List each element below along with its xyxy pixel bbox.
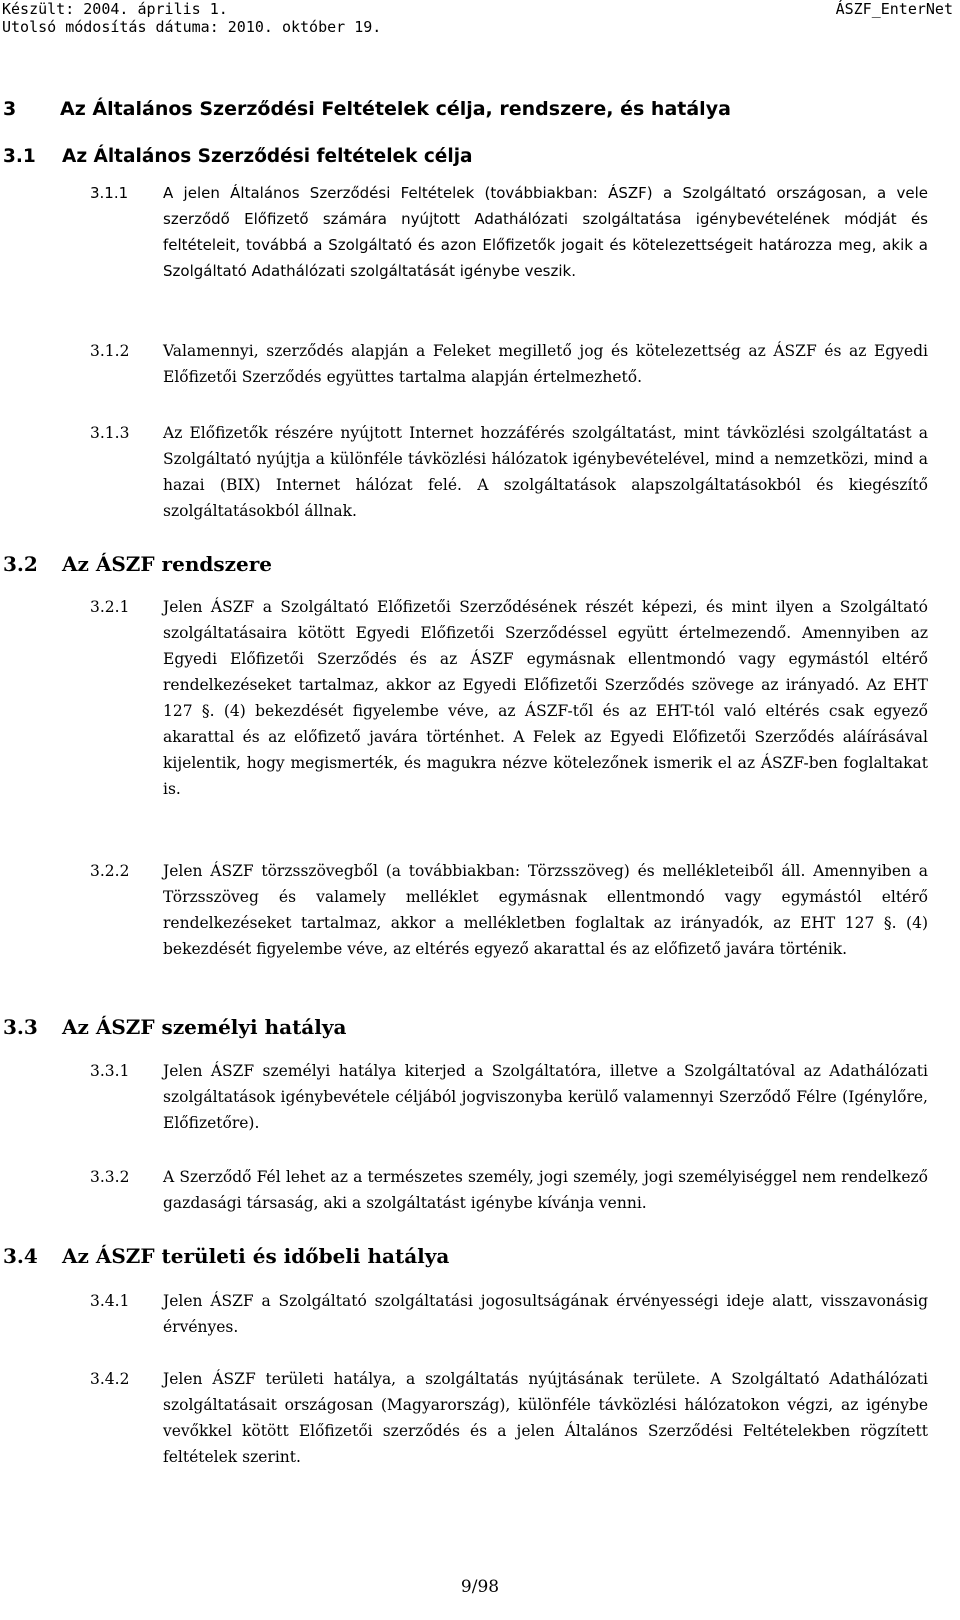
paragraph-3-4-2 bbox=[90, 1366, 928, 1470]
paragraph-number: 3.1.2 bbox=[90, 342, 130, 360]
section-title: Az ÁSZF rendszere bbox=[62, 552, 272, 576]
page-header-left bbox=[2, 0, 381, 36]
paragraph-3-2-1 bbox=[90, 594, 928, 802]
paragraph-text: Jelen ÁSZF a Szolgáltató Előfizetői Szerződésének részét képezi, és mint ilyen a Szolgáltató szolgáltatásaira kötött Egyedi Előfizetői Szerződéssel együtt értelmezendő. Amennyiben az Egyedi Előfizetői Szerződés és az ÁSZF egymásnak ellentmondó vagy egymástól eltérő rendelkezéseket tartalmaz, akkor az Egyedi Előfizetői Szerződés szövege az irányadó. Az EHT 127 §. (4) bekezdését figyelembe véve, az ÁSZF-től és az EHT-tól való eltérés csak egyező akarattal és az előfizető javára történhet. A Felek az Egyedi Előfizetői Szerződés aláírásával kijelentik, hogy megismerték, és magukra nézve kötelezőnek ismerik el az ÁSZF-ben foglaltakat is. bbox=[163, 598, 928, 798]
chapter-number: 3 bbox=[3, 98, 17, 120]
paragraph-number: 3.1.1 bbox=[90, 184, 129, 202]
paragraph-number: 3.2.2 bbox=[90, 862, 130, 880]
chapter-title: Az Általános Szerződési Feltételek célja, rendszere, és hatálya bbox=[60, 98, 731, 120]
paragraph-3-1-1 bbox=[90, 180, 928, 284]
paragraph-number: 3.1.3 bbox=[90, 424, 130, 442]
paragraph-text: Jelen ÁSZF a Szolgáltató szolgáltatási jogosultságának érvényességi ideje alatt, visszavonásig érvényes. bbox=[163, 1292, 928, 1336]
paragraph-text: A Szerződő Fél lehet az a természetes személy, jogi személy, jogi személyiséggel nem rendelkező gazdasági társaság, aki a szolgáltatást igénybe kívánja venni. bbox=[163, 1168, 928, 1212]
paragraph-number: 3.4.2 bbox=[90, 1370, 130, 1388]
paragraph-text: A jelen Általános Szerződési Feltételek (továbbiakban: ÁSZF) a Szolgáltató országosan, a vele szerződő Előfizető számára nyújtott Adathálózati szolgáltatása igénybevételének módját és feltételeit, továbbá a Szolgáltató és azon Előfizetők jogait és kötelezettségeit határozza meg, akik a Szolgáltató Adathálózati szolgáltatását igénybe veszik. bbox=[163, 184, 928, 280]
paragraph-text: Jelen ÁSZF személyi hatálya kiterjed a Szolgáltatóra, illetve a Szolgáltatóval az Adathálózati szolgáltatások igénybevétele céljából jogviszonyba kerülő valamennyi Szerződő Félre (Igénylőre, Előfizetőre). bbox=[163, 1062, 928, 1132]
section-title: Az ÁSZF személyi hatálya bbox=[62, 1015, 347, 1039]
paragraph-3-2-2 bbox=[90, 858, 928, 962]
page-number: 9/98 bbox=[460, 1577, 500, 1597]
paragraph-3-4-1 bbox=[90, 1288, 928, 1340]
section-heading-3-4 bbox=[3, 1244, 449, 1268]
paragraph-text: Jelen ÁSZF területi hatálya, a szolgáltatás nyújtásának területe. A Szolgáltató Adathálózati szolgáltatásait országosan (Magyarország), különféle távközlési hálózatokon végzi, az igénybe vevőkkel kötött Előfizetői szerződés és a jelen Általános Szerződési Feltételekben rögzített feltételek szerint. bbox=[163, 1370, 928, 1466]
section-number: 3.4 bbox=[3, 1244, 38, 1268]
modified-date: Utolsó módosítás dátuma: 2010. október 19. bbox=[2, 18, 382, 36]
section-heading-3-1 bbox=[3, 146, 473, 167]
paragraph-number: 3.4.1 bbox=[90, 1292, 130, 1310]
paragraph-3-1-2 bbox=[90, 338, 928, 390]
section-title: Az ÁSZF területi és időbeli hatálya bbox=[62, 1244, 450, 1268]
section-number: 3.2 bbox=[3, 552, 38, 576]
paragraph-3-1-3 bbox=[90, 420, 928, 524]
section-heading-3-2 bbox=[3, 552, 272, 576]
section-heading-3-3 bbox=[3, 1015, 346, 1039]
paragraph-text: Az Előfizetők részére nyújtott Internet hozzáférés szolgáltatást, mint távközlési szolgáltatást a Szolgáltató nyújtja a különféle távközlési hálózatok igénybevételével, mind a nemzetközi, mind a hazai (BIX) Internet hálózat felé. A szolgáltatások alapszolgáltatásokból és kiegészítő szolgáltatásokból állnak. bbox=[163, 424, 928, 520]
paragraph-text: Jelen ÁSZF törzsszövegből (a továbbiakban: Törzsszöveg) és mellékleteiből áll. Amennyiben a Törzsszöveg és valamely melléklet egymásnak ellentmondó vagy egymástól eltérő rendelkezéseket tartalmaz, akkor a mellékletben foglaltak az irányadók, az EHT 127 §. (4) bekezdését figyelembe véve, az eltérés egyező akarattal és az előfizető javára történik. bbox=[163, 862, 928, 958]
created-date: Készült: 2004. április 1. bbox=[2, 0, 228, 18]
paragraph-number: 3.3.2 bbox=[90, 1168, 130, 1186]
paragraph-text: Valamennyi, szerződés alapján a Feleket megillető jog és kötelezettség az ÁSZF és az Egyedi Előfizetői Szerződés együttes tartalma alapján értelmezhető. bbox=[163, 342, 928, 386]
paragraph-3-3-2 bbox=[90, 1164, 928, 1216]
section-number: 3.1 bbox=[3, 146, 36, 167]
section-title: Az Általános Szerződési feltételek célja bbox=[62, 146, 473, 167]
section-number: 3.3 bbox=[3, 1015, 38, 1039]
document-name: ÁSZF_EnterNet bbox=[835, 0, 953, 18]
paragraph-number: 3.3.1 bbox=[90, 1062, 130, 1080]
chapter-heading bbox=[3, 98, 731, 120]
paragraph-number: 3.2.1 bbox=[90, 598, 130, 616]
paragraph-3-3-1 bbox=[90, 1058, 928, 1136]
